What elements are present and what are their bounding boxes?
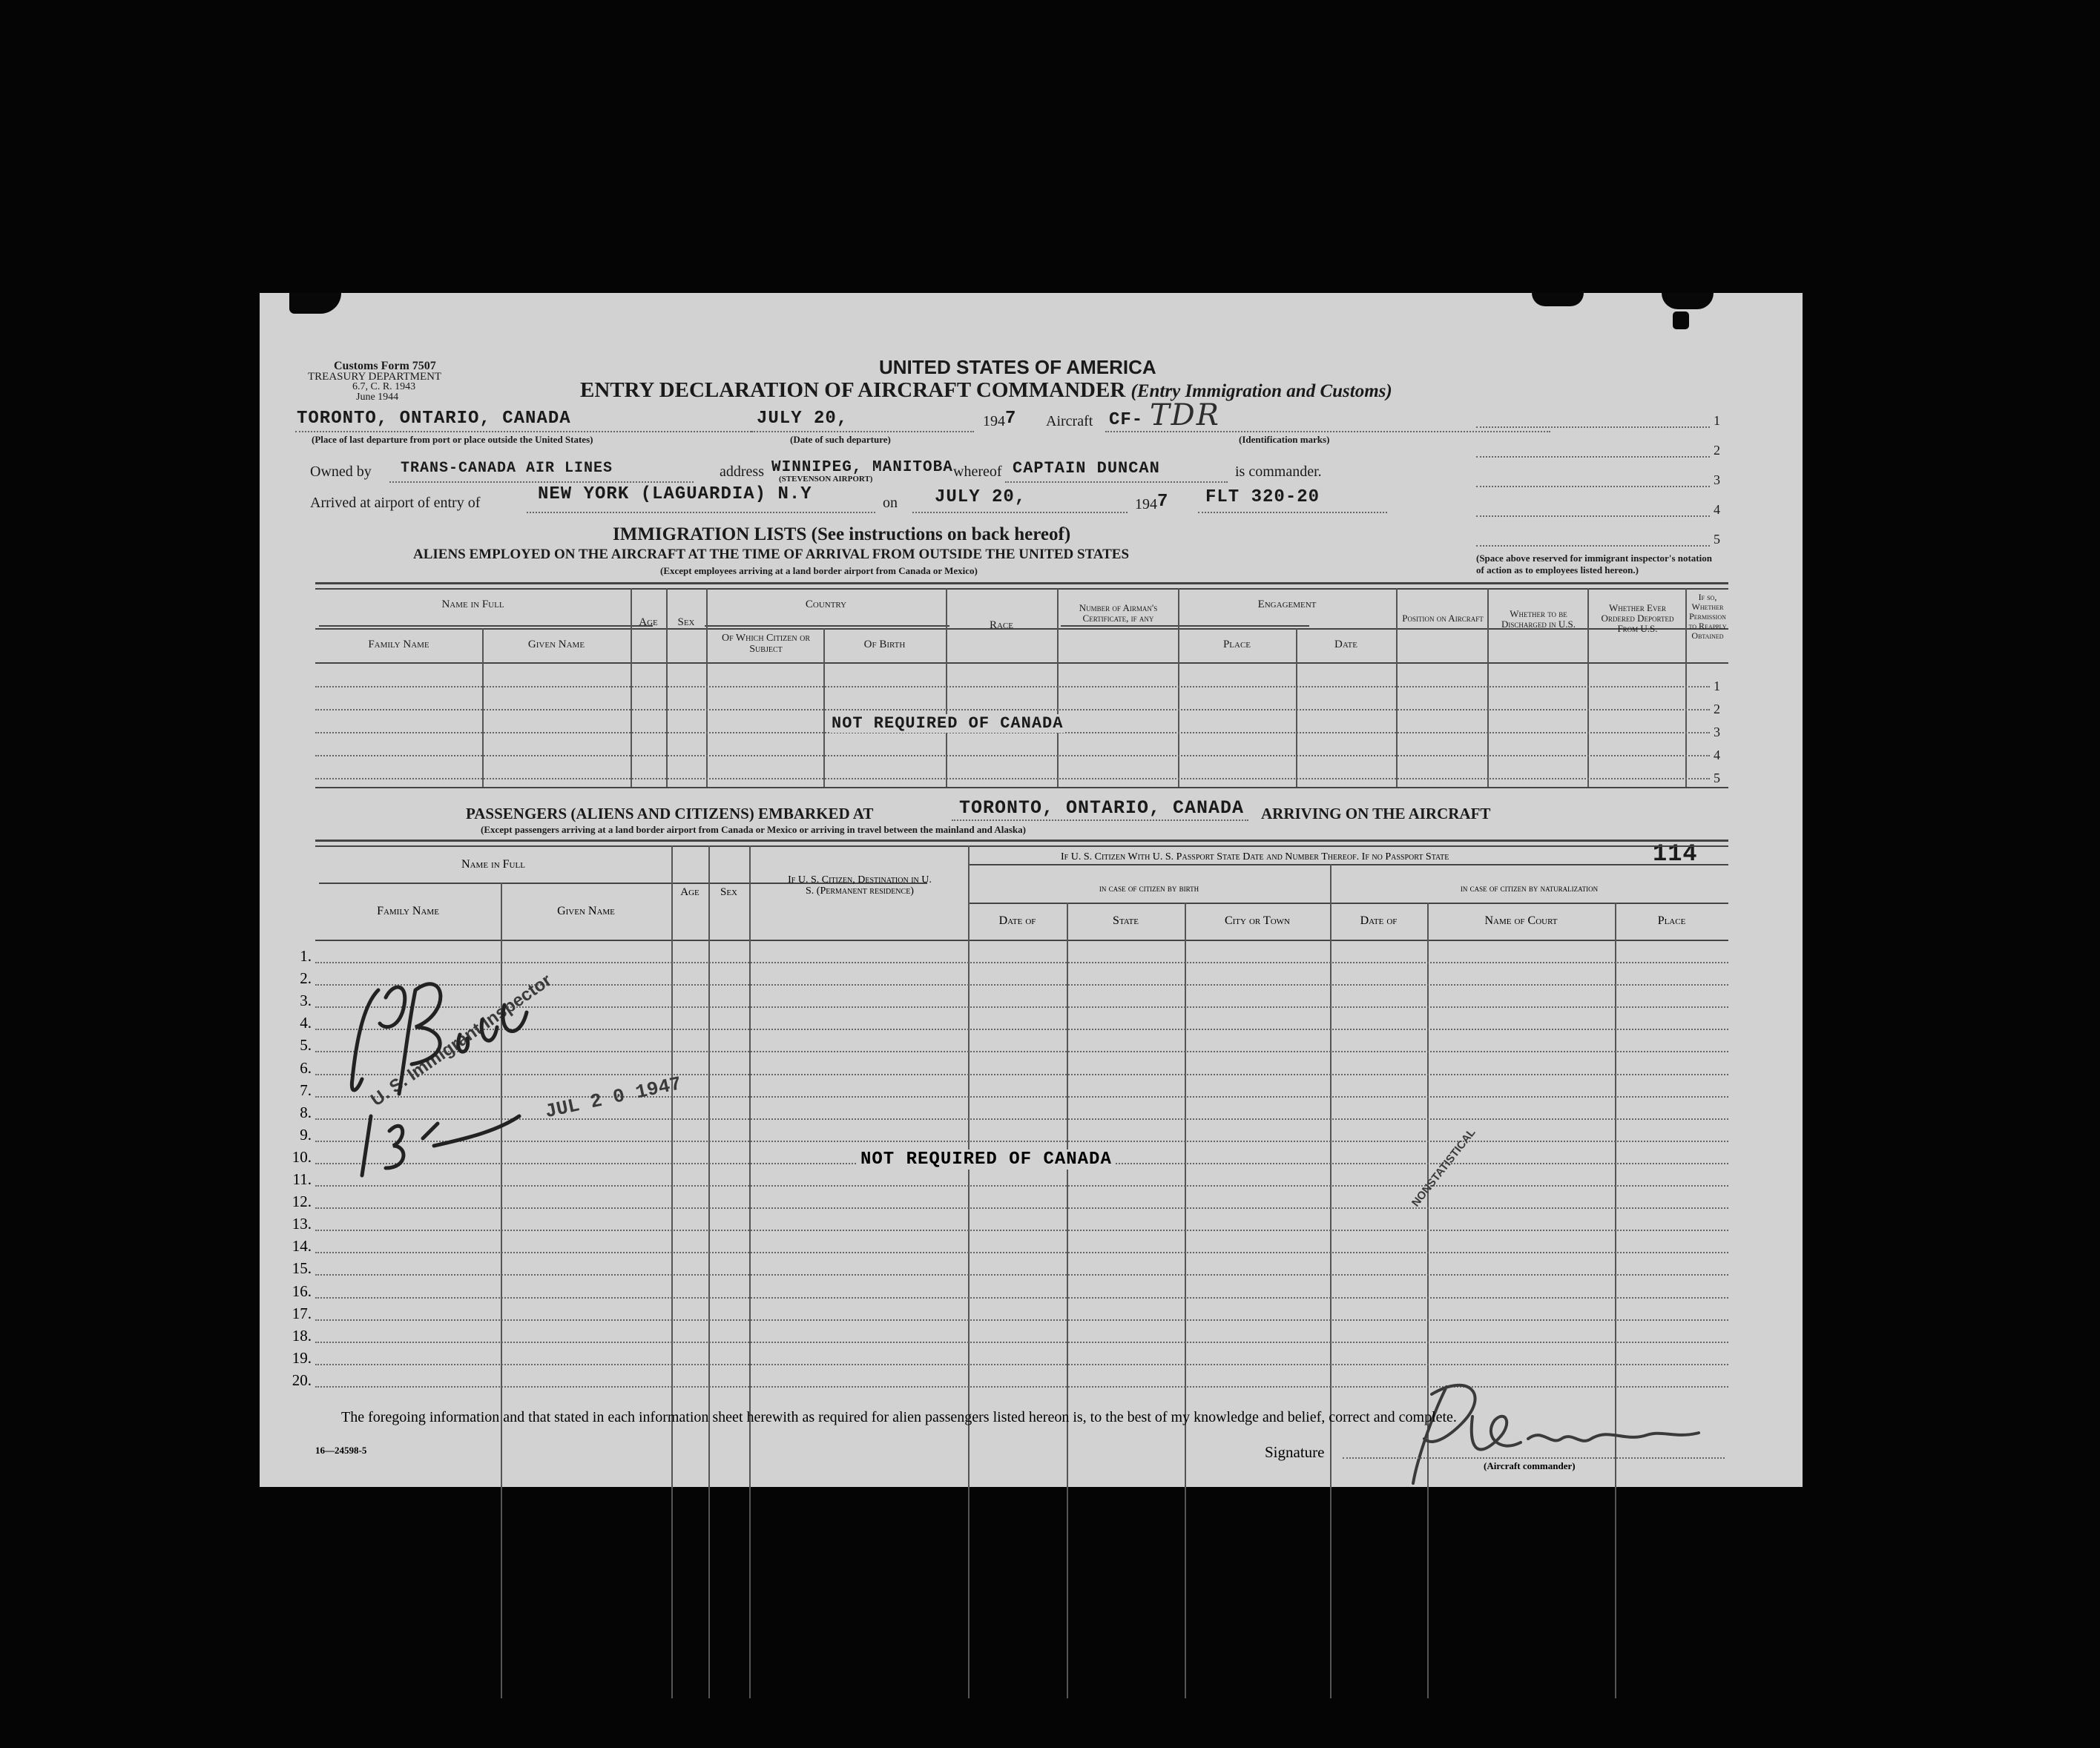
arrival-year-digit: 7 <box>1157 492 1169 512</box>
nonstatistical-stamp: NONSTATISTICAL <box>1409 1126 1478 1210</box>
grid-header-court: Name of Court <box>1484 914 1558 927</box>
on-label: on <box>883 495 898 511</box>
passenger-row-number: 6. <box>300 1059 312 1077</box>
commander-name: CAPTAIN DUNCAN <box>1013 459 1160 478</box>
imm-row-number-5: 5 <box>1714 771 1720 785</box>
grid-header-age: Age <box>680 886 700 898</box>
arrived-label: Arrived at airport of entry of <box>310 495 481 511</box>
passenger-row-number: 17. <box>292 1305 312 1322</box>
departure-place-caption: (Place of last departure from port or place outside the United States) <box>312 434 593 445</box>
grid-header-by-birth: in case of citizen by birth <box>1099 883 1199 894</box>
departure-year <box>983 409 1017 432</box>
aircraft-prefix: CF- <box>1109 410 1144 430</box>
immigration-except: (Except employees arriving at a land border airport from Canada or Mexico) <box>660 565 978 576</box>
imm-row-number-1: 1 <box>1714 679 1720 693</box>
owner-address-sub: (STEVENSON AIRPORT) <box>779 475 873 484</box>
date-stamp: JUL 2 0 1947 <box>543 1072 684 1124</box>
imm-header-deported: Whether Ever Ordered Deported From U.S. <box>1601 602 1674 634</box>
passenger-row-number: 8. <box>300 1104 312 1121</box>
passenger-row-number: 3. <box>300 992 312 1009</box>
imm-header-date: Date <box>1334 639 1357 650</box>
cr-reference: 6.7, C. R. 1943 <box>352 381 416 392</box>
country-heading: UNITED STATES OF AMERICA <box>879 356 1156 378</box>
form-title <box>580 378 1392 403</box>
grid-header-by-naturalization: in case of citizen by naturalization <box>1460 883 1599 894</box>
imm-row-number-3: 3 <box>1714 725 1720 739</box>
is-commander-label: is commander. <box>1235 464 1322 480</box>
immigration-title: IMMIGRATION LISTS (See instructions on back hereof) <box>613 524 1071 544</box>
flight-number: FLT 320-20 <box>1205 487 1320 507</box>
grid-header-state: State <box>1113 914 1139 927</box>
imm-header-given-name: Given Name <box>527 639 585 650</box>
passenger-row-number: 13. <box>292 1215 312 1233</box>
passenger-row-number: 7. <box>300 1081 312 1099</box>
form-title-sub: (Entry Immigration and Customs) <box>1130 381 1392 401</box>
imm-header-of-birth: Of Birth <box>863 639 906 650</box>
form-footer-code: 16—24598-5 <box>315 1445 367 1456</box>
imm-header-airman-cert: Number of Airman's Certificate, if any <box>1079 602 1158 624</box>
signature-label: Signature <box>1265 1443 1325 1461</box>
passenger-row-number: 14. <box>292 1237 312 1255</box>
passengers-title-prefix: PASSENGERS (ALIENS AND CITIZENS) EMBARKED AT <box>466 805 874 822</box>
declaration-form-sheet <box>260 293 1803 1487</box>
passenger-row-number: 2. <box>300 969 312 987</box>
departure-date-caption: (Date of such departure) <box>790 434 891 445</box>
imm-header-family-name: Family Name <box>368 639 429 650</box>
imm-header-name-in-full: Name in Full <box>441 598 504 610</box>
form-edition: June 1944 <box>356 392 399 403</box>
signature-caption: (Aircraft commander) <box>1484 1460 1576 1471</box>
imm-header-discharged: Whether to be Discharged in U.S. <box>1501 608 1576 630</box>
passenger-row-number: 10. <box>292 1148 312 1166</box>
inspector-stamp: U. S. Immigrant Inspector <box>367 970 556 1111</box>
arrival-airport: NEW YORK (LAGUARDIA) N.Y <box>538 484 812 504</box>
owned-by-label: Owned by <box>310 464 372 480</box>
passenger-row-number: 19. <box>292 1349 312 1367</box>
imm-header-sex: Sex <box>677 616 695 628</box>
grid-header-passport: If U. S. Citizen With U. S. Passport State Date and Number Thereof. If no Passport State <box>1061 851 1449 863</box>
margin-number-3: 3 <box>1714 472 1720 487</box>
imm-header-position: Position on Aircraft <box>1402 613 1484 624</box>
grid-header-city: City or Town <box>1224 914 1291 927</box>
imm-header-country: Country <box>805 598 847 610</box>
departure-place: TORONTO, ONTARIO, CANADA <box>297 409 571 429</box>
torn-edge-mid <box>1532 293 1584 306</box>
torn-edge-right <box>1662 293 1714 309</box>
passengers-except: (Except passengers arriving at a land border airport from Canada or Mexico or arriving in travel between the mainland and Alaska) <box>481 824 1026 835</box>
passenger-row-number: 4. <box>300 1014 312 1032</box>
aircraft-marks: TDR <box>1150 398 1220 432</box>
imm-header-permission: If so, Whether Permission to Reapply Obtained <box>1688 592 1727 641</box>
imm-header-place: Place <box>1222 639 1251 650</box>
identification-caption: (Identification marks) <box>1239 434 1330 445</box>
grid-header-family-name: Family Name <box>377 905 439 917</box>
imm-header-engagement: Engagement <box>1257 598 1317 610</box>
departure-date: JULY 20, <box>757 409 849 429</box>
imm-header-age: Age <box>639 616 658 628</box>
passenger-row-number: 11. <box>292 1170 312 1188</box>
imm-row-number-4: 4 <box>1714 748 1720 762</box>
passenger-row-number: 20. <box>292 1371 312 1389</box>
passenger-row-number: 18. <box>292 1327 312 1345</box>
ink-spot <box>1673 311 1689 329</box>
grid-header-name-in-full: Name in Full <box>461 858 525 871</box>
passenger-row-number: 9. <box>300 1126 312 1144</box>
grid-header-destination: If U. S. Citizen, Destination in U. S. (Permanent residence) <box>788 874 932 897</box>
embarked-at: TORONTO, ONTARIO, CANADA <box>959 797 1245 819</box>
torn-edge-left <box>289 293 341 314</box>
imm-not-required-note: NOT REQUIRED OF CANADA <box>829 714 1065 733</box>
margin-number-2: 2 <box>1714 443 1720 458</box>
passenger-row-number: 16. <box>292 1282 312 1300</box>
imm-row-number-2: 2 <box>1714 702 1720 716</box>
immigration-subtitle: ALIENS EMPLOYED ON THE AIRCRAFT AT THE TIME OF ARRIVAL FROM OUTSIDE THE UNITED STATES <box>413 547 1130 562</box>
aircraft-label: Aircraft <box>1046 413 1093 429</box>
form-title-main: ENTRY DECLARATION OF AIRCRAFT COMMANDER <box>580 378 1126 402</box>
passengers-title <box>466 805 873 823</box>
year-digit: 7 <box>1005 409 1017 429</box>
treasury-department: TREASURY DEPARTMENT <box>308 371 442 383</box>
owner-name: TRANS-CANADA AIR LINES <box>401 460 613 477</box>
passenger-row-number: 12. <box>292 1193 312 1210</box>
whereof-label: whereof <box>953 464 1002 480</box>
pax-not-required-note: NOT REQUIRED OF CANADA <box>858 1150 1115 1170</box>
passenger-count: 114 <box>1653 840 1698 868</box>
margin-number-5: 5 <box>1714 532 1720 547</box>
passenger-row-number: 15. <box>292 1259 312 1277</box>
arrival-date: JULY 20, <box>935 487 1027 507</box>
margin-number-1: 1 <box>1714 413 1720 428</box>
margin-number-4: 4 <box>1714 502 1720 517</box>
grid-header-date-of-2: Date of <box>1360 914 1398 927</box>
address-label: address <box>720 464 764 480</box>
grid-header-sex: Sex <box>720 886 737 898</box>
imm-header-citizen-of: Of Which Citizen or Subject <box>721 633 810 655</box>
grid-header-place: Place <box>1657 914 1686 927</box>
passengers-title-suffix: ARRIVING ON THE AIRCRAFT <box>1261 805 1491 822</box>
grid-header-given-name: Given Name <box>557 905 615 917</box>
grid-header-date-of: Date of <box>998 914 1036 927</box>
reserved-note: (Space above reserved for immigrant inspector's notation of action as to employees listed hereon.) <box>1476 553 1712 575</box>
owner-address: WINNIPEG, MANITOBA <box>771 459 953 476</box>
passenger-row-number: 5. <box>300 1036 312 1054</box>
arrival-year-prefix: 194 <box>1135 496 1157 512</box>
arrival-year <box>1135 492 1169 515</box>
certification-text: The foregoing information and that stated in each information sheet herewith as required for alien passengers listed hereon is, to the best of my knowledge and belief, correct and complete. <box>341 1409 1457 1425</box>
year-prefix: 194 <box>983 413 1005 429</box>
customs-form-number: Customs Form 7507 <box>334 360 436 372</box>
passenger-row-number: 1. <box>300 947 312 965</box>
imm-header-race: Race <box>989 619 1013 631</box>
